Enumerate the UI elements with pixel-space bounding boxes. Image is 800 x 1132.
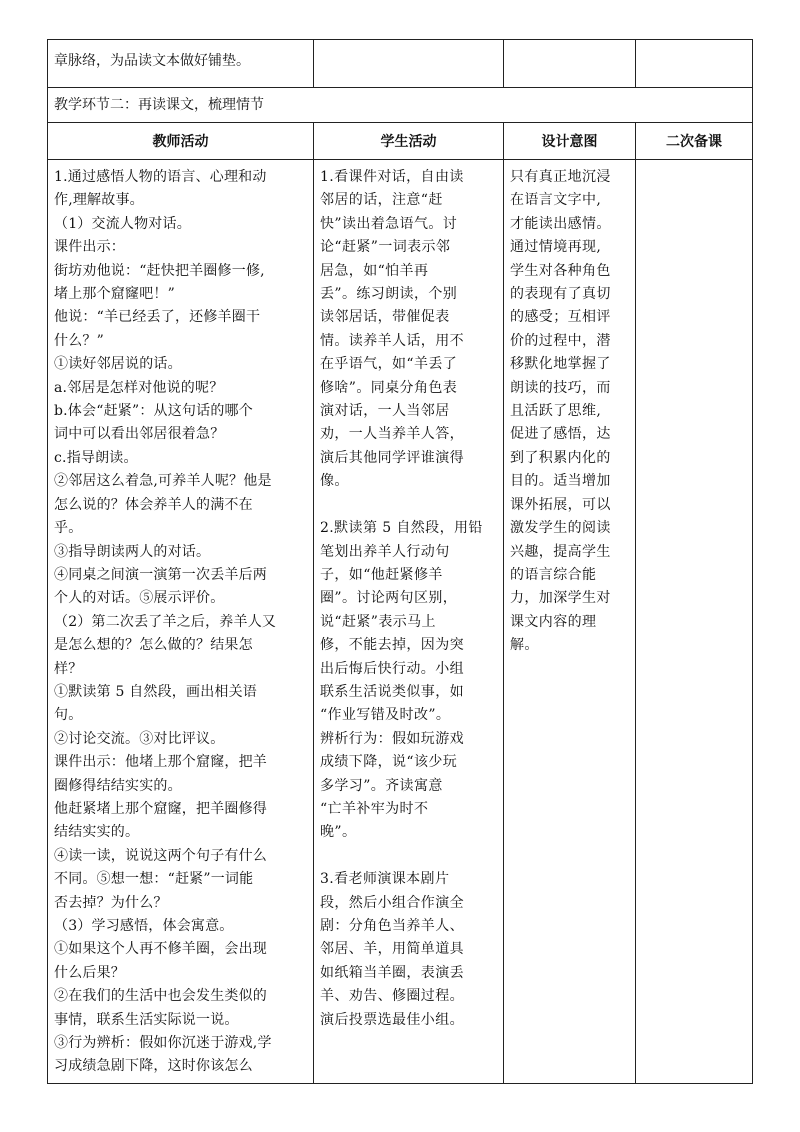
- intent-line: 兴趣，提高学生: [510, 543, 611, 560]
- teacher-line: 作,理解故事。: [54, 192, 144, 209]
- student-line: 情。读养羊人话，用不: [320, 332, 464, 349]
- teacher-line: 课件出示：: [54, 239, 125, 256]
- student-line: [320, 845, 497, 868]
- student-line: 多学习”。齐读寓意: [320, 777, 443, 794]
- teacher-line: 句。: [54, 707, 83, 724]
- teacher-line: a.邻居是怎样对他说的呢？: [54, 379, 224, 396]
- student-line: 快”读出着急语气。讨: [320, 215, 458, 232]
- student-line: 如纸箱当羊圈，表演丢: [320, 964, 464, 981]
- teacher-line: ④同桌之间演一演第一次丢羊后两: [54, 566, 267, 583]
- carry-teacher-cell: [48, 40, 314, 88]
- intent-line: 朗读的技巧，而: [510, 379, 611, 396]
- intent-line: 到了积累内化的: [510, 449, 611, 466]
- student-line: “作业写错及时改”。: [320, 707, 451, 724]
- intent-line: 且活跃了思维,: [510, 403, 602, 420]
- header-teacher: 教师活动: [48, 123, 314, 160]
- header-intent: 设计意图: [504, 123, 636, 160]
- teacher-line: ②邻居这么着急,可养羊人呢？他是: [54, 473, 272, 490]
- teacher-line: 怎么说的？体会养羊人的满不在: [54, 496, 253, 513]
- activity-row: [48, 160, 753, 1084]
- teacher-line: 什么？”: [54, 332, 104, 349]
- lesson-plan-table: [47, 39, 753, 1084]
- intent-line: 的语言综合能: [510, 566, 597, 583]
- teacher-activity-cell: [48, 160, 314, 1084]
- intent-line: 才能读出感情。: [510, 215, 611, 232]
- section-cell: [48, 88, 753, 123]
- student-line: 演后投票选最佳小组。: [320, 1011, 464, 1028]
- student-line: 子，如“他赶紧修羊: [320, 566, 443, 583]
- teacher-line: 否去掉？为什么？: [54, 894, 168, 911]
- student-line: 论“赶紧”一词表示邻: [320, 239, 451, 256]
- second-prep-text: [636, 160, 752, 170]
- teacher-line: ①默读第 5 自然段，画出相关语: [54, 683, 258, 700]
- carry-student-text: [314, 40, 503, 54]
- student-line: 辨析行为：假如玩游戏: [320, 730, 464, 747]
- teacher-line: 词中可以看出邻居很着急？: [54, 426, 225, 443]
- teacher-activity-text: [48, 160, 313, 1083]
- student-line: 晚”。: [320, 824, 357, 841]
- carry-over-row: [48, 40, 753, 88]
- teacher-line: （3）学习感悟，体会寓意。: [54, 918, 234, 934]
- teacher-line: 街坊劝他说：“赶快把羊圈修一修,: [54, 262, 265, 279]
- student-line: 劝，一人当养羊人答，: [320, 426, 464, 443]
- student-line: 联系生活说类似事，如: [320, 683, 464, 700]
- student-line: 演后其他同学评谁演得: [320, 449, 464, 466]
- teacher-line: 他赶紧堵上那个窟窿，把羊圈修得: [54, 800, 267, 817]
- student-activity-text: [314, 160, 503, 1036]
- teacher-line: 圈修得结结实实的。: [54, 777, 182, 794]
- intent-line: 的感受；互相评: [510, 309, 611, 326]
- carry-notes-cell: [636, 40, 753, 88]
- second-prep-cell: [636, 160, 753, 1084]
- student-line: 演对话，一人当邻居: [320, 403, 450, 420]
- intent-line: 价的过程中，潜: [510, 332, 611, 349]
- carry-teacher-text: 章脉络，为品读文本做好铺垫。: [54, 53, 250, 69]
- student-line: 说“赶紧”表示马上: [320, 613, 436, 630]
- section-title: 教学环节二：再读课文，梳理情节: [54, 97, 264, 113]
- carry-intent-text: [504, 40, 635, 54]
- student-line: 剧：分角色当养羊人、: [320, 918, 464, 934]
- intent-line: 课外拓展，可以: [510, 496, 611, 513]
- student-line: 出后悔后快行动。小组: [320, 660, 464, 677]
- header-notes: 二次备课: [636, 123, 753, 160]
- teacher-line: 样？: [54, 660, 83, 677]
- teacher-line: ③指导朗读两人的对话。: [54, 543, 211, 560]
- teacher-line: ①读好邻居说的话。: [54, 356, 182, 373]
- student-line: 在乎语气，如“羊丢了: [320, 356, 458, 373]
- intent-line: 促进了感悟，达: [510, 426, 611, 443]
- intent-line: 学生对各种角色: [510, 262, 611, 279]
- carry-student-cell: [314, 40, 504, 88]
- teacher-line: （1）交流人物对话。: [54, 215, 191, 232]
- teacher-line: 结结实实的。: [54, 824, 140, 841]
- student-line: 修，不能去掉，因为突: [320, 637, 464, 654]
- student-line: 羊、劝告、修圈过程。: [320, 988, 464, 1005]
- teacher-line: 习成绩急剧下降，这时你该怎么: [54, 1058, 253, 1075]
- intent-line: 通过情境再现,: [510, 239, 602, 256]
- intent-line: 只有真正地沉浸: [510, 169, 611, 185]
- student-line: 修啥”。同桌分角色表: [320, 379, 458, 396]
- teacher-line: 他说：“羊已经丢了，还修羊圈干: [54, 309, 261, 326]
- section-row: [48, 88, 753, 123]
- teacher-line: ①如果这个人再不修羊圈，会出现: [54, 941, 267, 958]
- student-line: 邻居的话，注意“赶: [320, 192, 443, 209]
- student-line: “亡羊补牢为时不: [320, 800, 429, 817]
- intent-line: 的表现有了真切: [510, 286, 611, 303]
- header-row: [48, 123, 753, 160]
- student-activity-cell: [314, 160, 504, 1084]
- teacher-line: 1.通过感悟人物的语言、心理和动: [54, 169, 267, 185]
- teacher-line: b.体会“赶紧”：从这句话的哪个: [54, 403, 253, 420]
- design-intent-cell: [504, 160, 636, 1084]
- teacher-line: 堵上那个窟窿吧！”: [54, 286, 175, 303]
- intent-line: 移默化地掌握了: [510, 356, 611, 373]
- teacher-line: 乎。: [54, 520, 83, 537]
- intent-line: 力，加深学生对: [510, 590, 611, 607]
- carry-intent-cell: [504, 40, 636, 88]
- teacher-line: ②讨论交流。③对比评议。: [54, 730, 225, 747]
- teacher-line: 不同。⑤想一想：“赶紧”一词能: [54, 871, 254, 888]
- teacher-line: 课件出示：他堵上那个窟窿，把羊: [54, 754, 267, 771]
- student-line: 成绩下降，说“该少玩: [320, 754, 458, 771]
- student-line: [320, 494, 497, 517]
- student-line: 3.看老师演课本剧片: [320, 871, 450, 888]
- student-line: 居急，如“怕羊再: [320, 262, 429, 279]
- student-line: 1.看课件对话，自由读: [320, 169, 464, 185]
- intent-line: 解。: [510, 637, 539, 654]
- header-student: 学生活动: [314, 123, 504, 160]
- carry-notes-text: [636, 40, 752, 54]
- teacher-line: c.指导朗读。: [54, 449, 138, 466]
- intent-line: 课文内容的理: [510, 613, 597, 630]
- student-line: 2.默读第 5 自然段，用铅: [320, 520, 483, 537]
- student-line: 圈”。讨论两句区别，: [320, 590, 458, 607]
- student-line: 读邻居话，带催促表: [320, 309, 450, 326]
- student-line: 像。: [320, 473, 349, 490]
- teacher-line: 是怎么想的？怎么做的？结果怎: [54, 637, 253, 654]
- intent-line: 目的。适当增加: [510, 473, 611, 490]
- intent-line: 激发学生的阅读: [510, 520, 611, 537]
- teacher-line: 事情，联系生活实际说一说。: [54, 1011, 239, 1028]
- teacher-line: （2）第二次丢了羊之后，养羊人又: [54, 613, 277, 630]
- teacher-line: 什么后果？: [54, 964, 125, 981]
- student-line: 丢”。练习朗读，个别: [320, 286, 458, 303]
- design-intent-text: [504, 160, 635, 662]
- student-line: 邻居、羊，用简单道具: [320, 941, 464, 958]
- student-line: 段，然后小组合作演全: [320, 894, 464, 911]
- student-line: 笔划出养羊人行动句: [320, 543, 450, 560]
- teacher-line: 个人的对话。⑤展示评价。: [54, 590, 225, 607]
- teacher-line: ③行为辨析：假如你沉迷于游戏,学: [54, 1035, 272, 1052]
- intent-line: 在语言文字中,: [510, 192, 602, 209]
- teacher-line: ②在我们的生活中也会发生类似的: [54, 988, 267, 1005]
- teacher-line: ④读一读，说说这两个句子有什么: [54, 847, 267, 864]
